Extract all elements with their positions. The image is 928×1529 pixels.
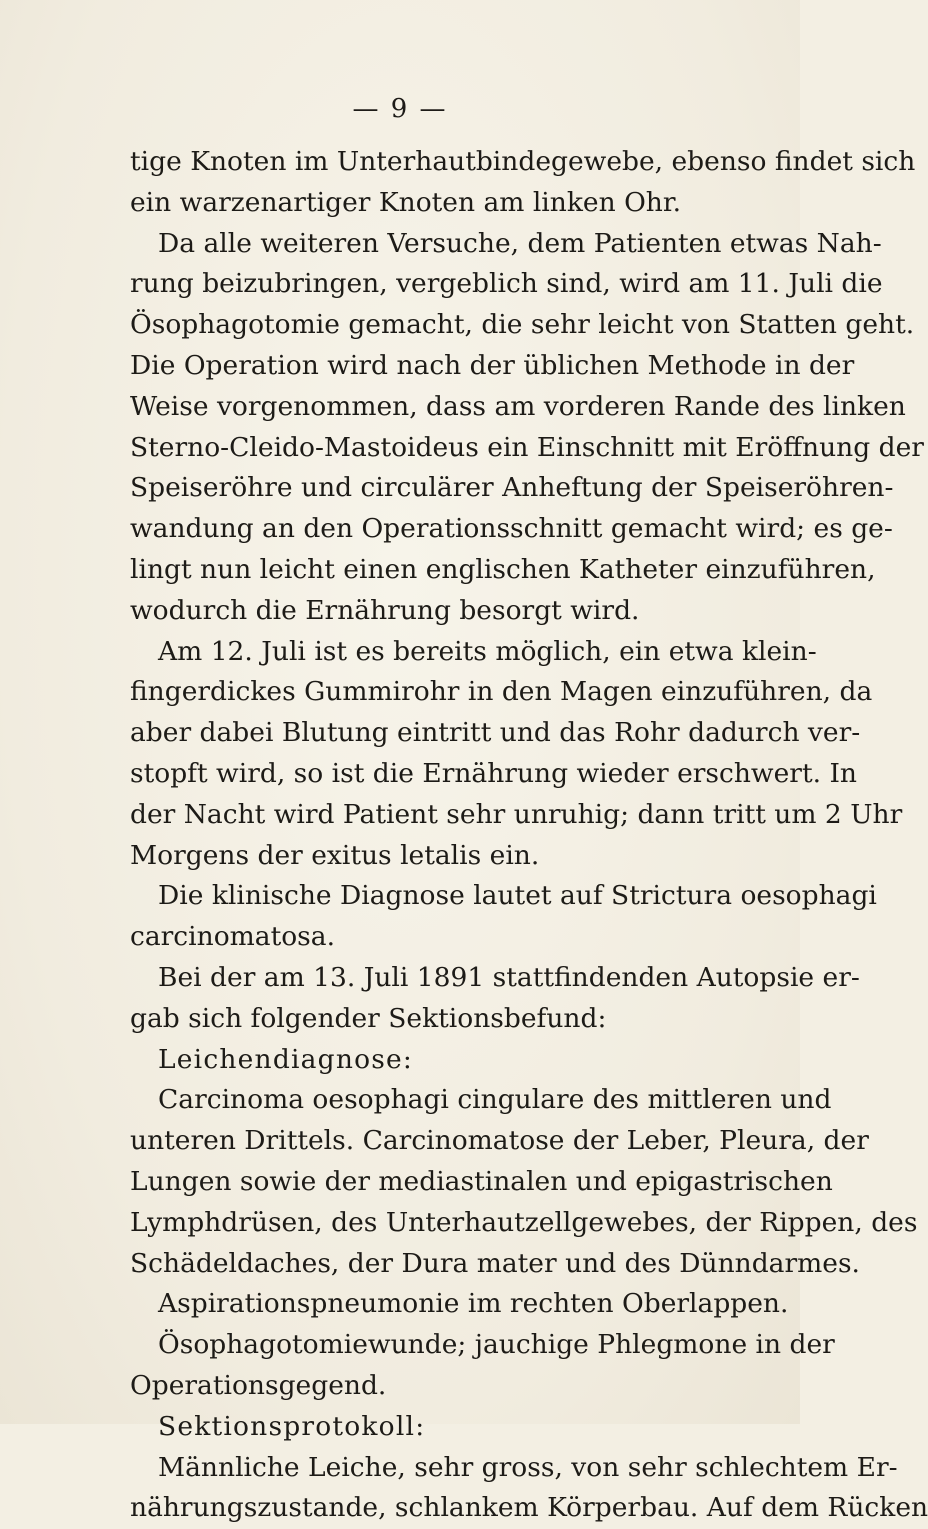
text-line: gab sich folgender Sektionsbefund: (130, 1002, 607, 1034)
text-line: Lungen sowie der mediastinalen und epigastrischen (130, 1165, 833, 1197)
text-line: Männliche Leiche, sehr gross, von sehr schlechtem Er- (158, 1451, 898, 1483)
section-heading: Leichendiagnose: (158, 1043, 414, 1075)
text-line: lingt nun leicht einen englischen Katheter einzuführen, (130, 553, 876, 585)
text-line: unteren Drittels. Carcinomatose der Leber, Pleura, der (130, 1125, 869, 1157)
text-line: Die klinische Diagnose lautet auf Strictura oesophagi (158, 880, 877, 912)
text-line: Ösophagotomiewunde; jauchige Phlegmone in der (158, 1329, 835, 1361)
text-line: Speiseröhre und circulärer Anheftung der Speiseröhren- (130, 472, 894, 504)
text-line: Da alle weiteren Versuche, dem Patienten etwas Nah- (158, 227, 882, 259)
text-line: tige Knoten im Unterhautbindegewebe, ebenso findet sich (130, 146, 916, 177)
text-line: rung beizubringen, vergeblich sind, wird am 11. Juli die (130, 268, 883, 300)
text-line: Schädeldaches, der Dura mater und des Dünndarmes. (130, 1247, 860, 1279)
text-line: Sterno-Cleido-Mastoideus ein Einschnitt mit Eröffnung der (130, 431, 924, 463)
text-line: Morgens der exitus letalis ein. (130, 839, 540, 871)
text-line: wodurch die Ernährung besorgt wird. (130, 594, 640, 626)
text-line: nährungszustande, schlankem Körperbau. Auf dem Rücken (130, 1492, 928, 1524)
text-line: Am 12. Juli ist es bereits möglich, ein etwa klein- (158, 635, 817, 667)
text-line: aber dabei Blutung eintritt und das Rohr dadurch ver- (130, 717, 861, 749)
text-line: Carcinoma oesophagi cingulare des mittleren und (158, 1084, 832, 1116)
text-line: Bei der am 13. Juli 1891 stattfindenden Autopsie er- (158, 961, 860, 993)
text-line: Ösophagotomie gemacht, die sehr leicht von Statten geht. (130, 309, 915, 341)
text-line: Die Operation wird nach der üblichen Methode in der (130, 349, 855, 381)
section-heading: Sektionsprotokoll: (158, 1410, 426, 1442)
text-line: Aspirationspneumonie im rechten Oberlappen. (158, 1288, 789, 1320)
text-line: Weise vorgenommen, dass am vorderen Rande des linken (130, 390, 906, 422)
body-text (130, 142, 928, 1529)
text-line: carcinomatosa. (130, 921, 335, 953)
text-line: ein warzenartiger Knoten am linken Ohr. (130, 186, 682, 218)
text-line: Operationsgegend. (130, 1369, 387, 1401)
text-line: der Nacht wird Patient sehr unruhig; dann tritt um 2 Uhr (130, 798, 903, 830)
text-line: stopft wird, so ist die Ernährung wieder erschwert. In (130, 757, 857, 789)
text-line: wandung an den Operationsschnitt gemacht wird; es ge- (130, 513, 893, 545)
text-line: fingerdickes Gummirohr in den Magen einzuführen, da (130, 676, 873, 708)
text-line: Lymphdrüsen, des Unterhautzellgewebes, der Rippen, des (130, 1206, 918, 1238)
page-number: — 9 — (352, 94, 448, 124)
